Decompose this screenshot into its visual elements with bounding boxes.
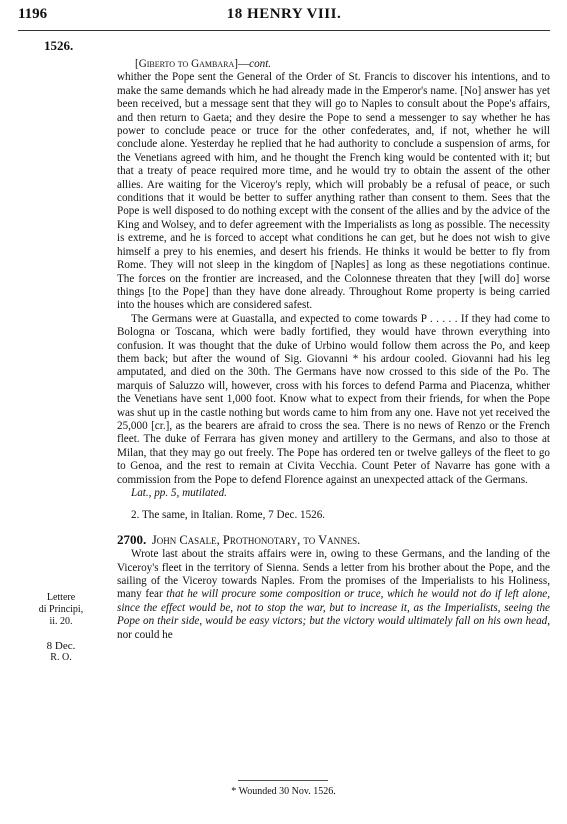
page-header — [18, 6, 550, 28]
year-label: 1526. — [44, 38, 74, 53]
source-note — [117, 487, 550, 500]
entry-2700-text-italic: that he will procure some composition or truce, which he would not do if left alone, since the effect would be, not to stop the war, but to increase it, as the Imperialists, seeing the Pope on their side, would be easy victors; but the victory would ultimately fall on his own head, — [117, 588, 550, 628]
italian-version: 2. The same, in Italian. Rome, 7 Dec. 1526. — [131, 509, 326, 522]
entry-heading-title: [Giberto to Gambara] — [135, 58, 238, 70]
entry-2700-heading — [117, 533, 550, 548]
margin-line: di Principi, — [38, 604, 84, 615]
header-rule — [18, 30, 550, 31]
margin-date: 8 Dec. — [46, 640, 76, 652]
source-note-text: Lat., pp. 5, mutilated. — [131, 487, 227, 499]
margin-note-date — [18, 640, 104, 664]
entry-2700-title: John Casale, Prothonotary, to Vannes. — [151, 532, 361, 547]
entry-heading: [Giberto to Gambara]—cont. — [135, 58, 272, 70]
entry-heading-cont: cont. — [249, 58, 272, 70]
margin-ref: R. O. — [50, 652, 72, 663]
footnote: * Wounded 30 Nov. 1526. — [231, 786, 336, 797]
entry-number: 2700. — [117, 531, 147, 547]
margin-line: Lettere — [46, 592, 76, 603]
letter-paragraph-2: The Germans were at Guastalla, and expected to come towards P . . . . . If they had come to Bologna or Toscana, which were badly fortified, they would have thrown everything into confusion. It was thought that the duke of Urbino would follow them across the Po, and keep them back; but after the wound of Sig. Giovanni * his ardour cooled. Giovanni had his leg amputated, and died on the 30th. The Germans have now crossed to this side of the Po. The marquis of Saluzzo will, however, cross with his forces to defend Parma and Piacenza, whither the Venetians have sent 1,000 foot. Know what to expect from their friends, for when the Pope was shut up in the castle nothing but words came to him from any one. Have not yet received the 25,000 [cr.], as the bearers are afraid to cross the sea. There is no news of Renzo or the French fleet. The duke of Ferrara has given money and artillery to the Germans, and also to those at Milan, that they may go out freely. The Pope has ordered ten or twelve galleys of the fleet to go to Genoa, and the rest to remain at Civita Vecchia. Count Peter of Navarre has gone with a commission from the Pope to defend Florence against an unexpected attack of the Germans. — [117, 312, 550, 486]
margin-line: ii. 20. — [49, 616, 73, 627]
entry-2700-text — [117, 548, 550, 642]
entry-2700-text-tail: nor could he — [117, 628, 173, 641]
letter-paragraph-1: whither the Pope sent the General of the Order of St. Francis to discover his intentions, and to make the same demands which he had already made in the Emperor's name. [No] answer has yet been received, but a message sent that they will go to Naples to consult about the Pope's affairs, and then return to Gaeta; and they desire the Pope to send a messenger to say whether he has power to conclude peace or truce for the other confederates, and, if not, whether he will conclude alone. Yesterday he replied that he had authority to conclude a suspension of arms, for the Venetians agreed with him, and he thought the French king would be contented with it; but that a treaty of peace required more time, and he would try to obtain the assent of the other allies. Are waiting for the Viceroy's reply, which will probably be a refusal of peace, or such conditions that it would be better to suffer anything rather than consent to them. Sees that the Pope is well disposed to do nothing except with the consent of the allies and by the advice of the King and Wolsey, and to defer agreement with the Imperialists as long as possible. The necessity is extreme, and he is forced to accept what conditions he can get, but he does not wish to give himself a prey to his enemies, and desert his friends. He thinks it would be better to fly from Rome. They will not sleep in the kingdom of [Naples] as long as these negotiations continue. The forces on the frontier are increased, and the Colonnese threaten that they [will do] worse things [to the Pope] than they have done already. Throughout Rome property is being carried into the houses which are considered safest. — [117, 71, 550, 312]
page-number: 1196 — [18, 6, 48, 22]
margin-note-lettere — [18, 592, 104, 628]
document-body — [117, 58, 550, 642]
running-head: 18 HENRY VIII. — [226, 6, 342, 22]
entry-2700-text-roman: Wrote last about the straits affairs were in, owing to these Germans, and the landing of the Viceroy's fleet in the territory of Sienna. Sends a letter from his brother about the Pope, and the sailing of the Viceroy towards Naples. From the promises of the Imperialists to his Holiness, many fear — [117, 548, 550, 601]
footnote-rule — [238, 780, 328, 781]
